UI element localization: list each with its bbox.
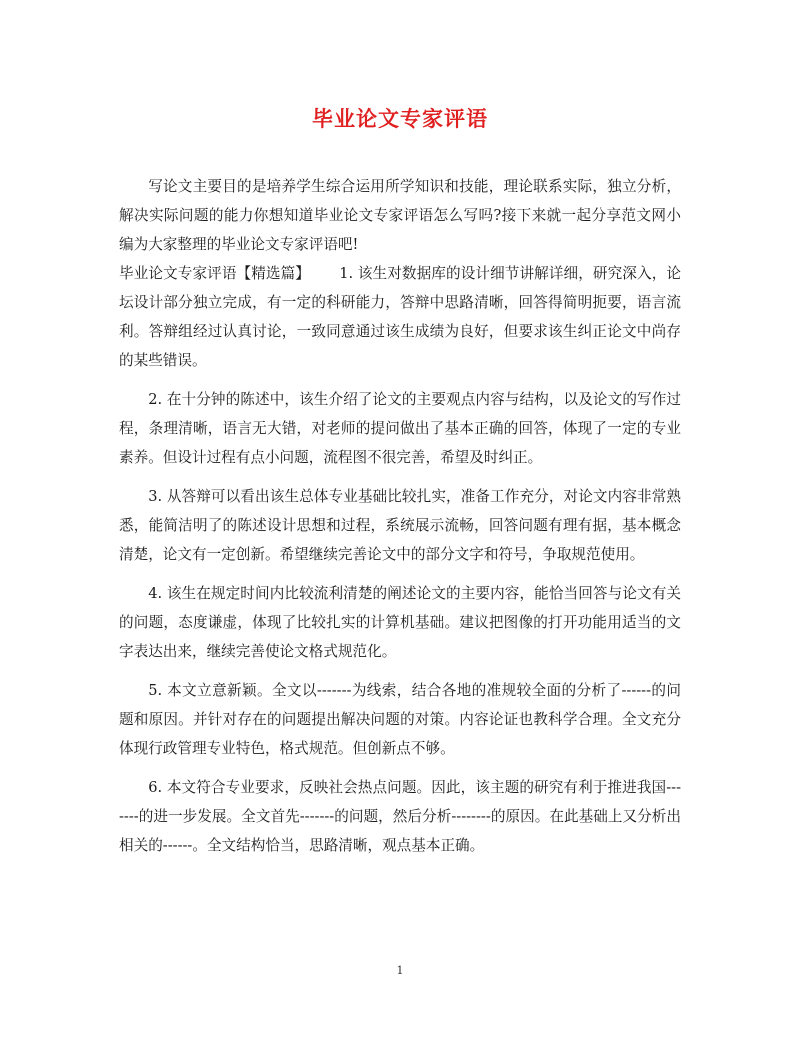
comment-2: 2. 在十分钟的陈述中，该生介绍了论文的主要观点内容与结构，以及论文的写作过程，条理清晰，语言无大错，对老师的提问做出了基本正确的回答，体现了一定的专业素养。但设计过程有点小问题，流程图不很完善，希望及时纠正。 <box>119 391 681 466</box>
comment-6: 6. 本文符合专业要求，反映社会热点问题。因此，该主题的研究有利于推进我国-------的进一步发展。全文首先-------的问题，然后分析--------的原因。在此基础上又分析出相关的------。全文结构恰当，思路清晰，观点基本正确。 <box>119 779 681 854</box>
page-number: 1 <box>396 964 404 977</box>
intro-paragraph: 写论文主要目的是培养学生综合运用所学知识和技能，理论联系实际，独立分析，解决实际问题的能力你想知道毕业论文专家评语怎么写吗?接下来就一起分享范文网小编为大家整理的毕业论文专家评语吧! <box>119 178 681 253</box>
document-body <box>119 172 681 860</box>
document-title: 毕业论文专家评语 <box>312 106 488 131</box>
comment-1: 1. 该生对数据库的设计细节讲解详细，研究深入，论坛设计部分独立完成，有一定的科研能力，答辩中思路清晰，回答得简明扼要，语言流利。答辩组经过认真讨论，一致同意通过该生成绩为良好，但要求该生纠正论文中尚存的某些错误。 <box>119 265 681 369</box>
comment-3: 3. 从答辩可以看出该生总体专业基础比较扎实，准备工作充分，对论文内容非常熟悉，能简洁明了的陈述设计思想和过程，系统展示流畅，回答问题有理有据，基本概念清楚，论文有一定创新。希望继续完善论文中的部分文字和符号，争取规范使用。 <box>119 488 681 563</box>
comment-5: 5. 本文立意新颖。全文以-------为线索，结合各地的准规较全面的分析了------的问题和原因。并针对存在的问题提出解决问题的对策。内容论证也教科学合理。全文充分体现行政管理专业特色，格式规范。但创新点不够。 <box>119 682 681 757</box>
section-heading: 毕业论文专家评语【精选篇】 <box>119 265 310 282</box>
first-comment-paragraph <box>119 259 681 375</box>
comment-4: 4. 该生在规定时间内比较流利清楚的阐述论文的主要内容，能恰当回答与论文有关的问题，态度谦虚，体现了比较扎实的计算机基础。建议把图像的打开功能用适当的文字表达出来，继续完善使论文格式规范化。 <box>119 585 681 660</box>
